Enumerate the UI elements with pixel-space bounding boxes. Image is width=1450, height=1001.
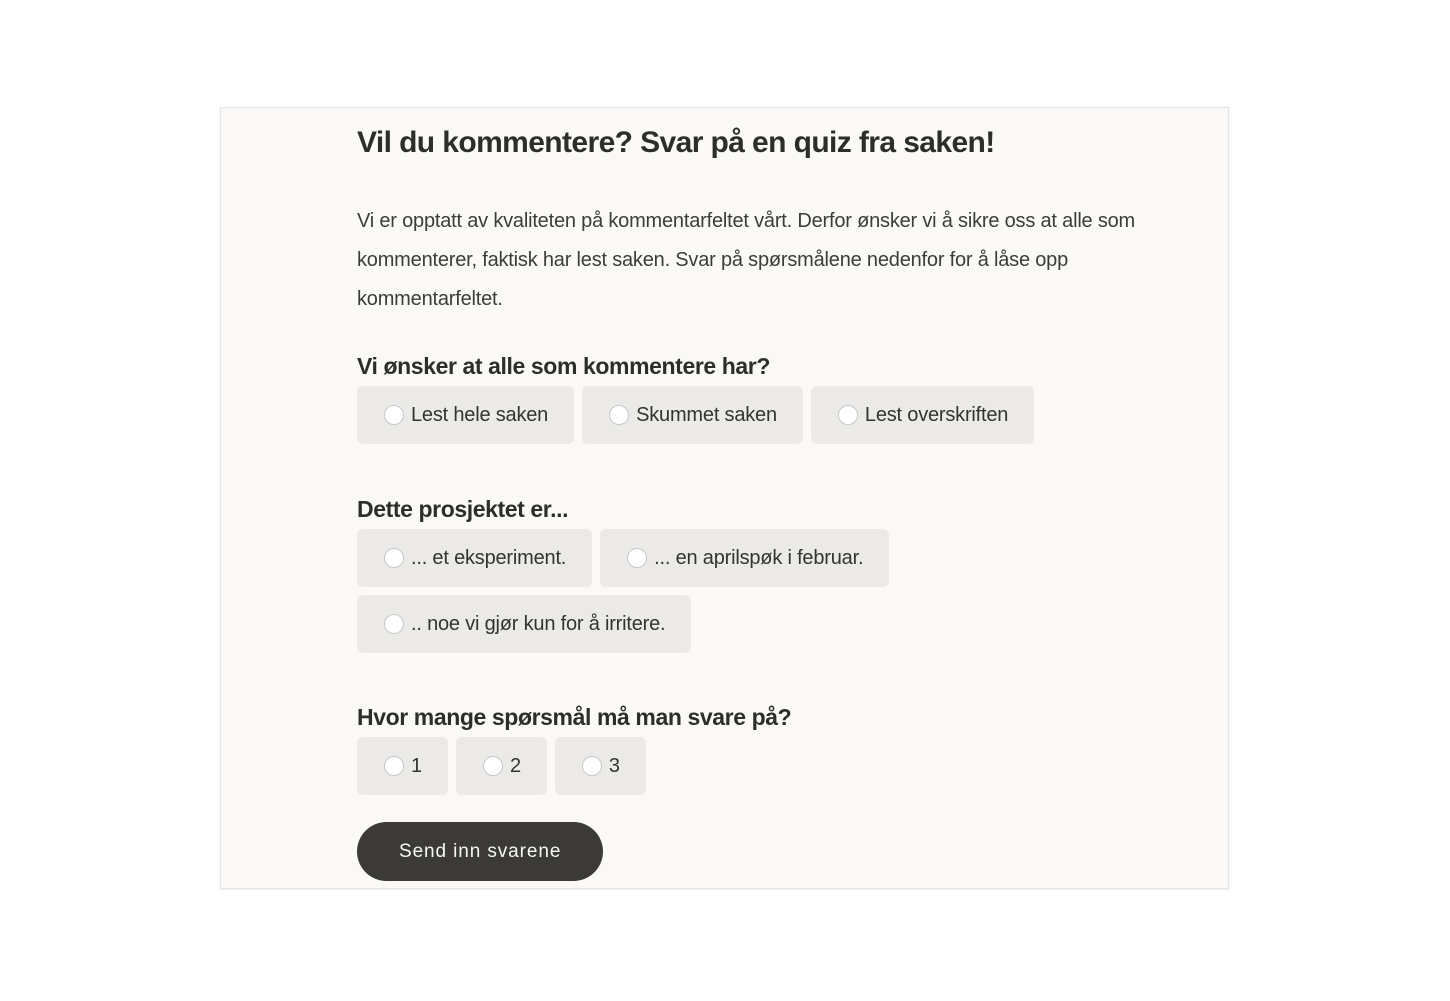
- radio-unselected-icon: [838, 405, 858, 425]
- option-label: 2: [509, 754, 521, 777]
- option-label: ... en aprilspøk i februar.: [654, 546, 864, 569]
- question-read-level-label: Vi ønsker at alle som kommentere har?: [357, 353, 771, 379]
- option-label: 1: [411, 754, 422, 777]
- question-how-many-label: Hvor mange spørsmål må man svare på?: [357, 704, 792, 730]
- option-2[interactable]: [456, 737, 547, 795]
- option-lest-hele-saken[interactable]: [357, 386, 574, 444]
- question-read-level-options: [357, 386, 1148, 444]
- question-project-is: [357, 495, 1148, 653]
- option-label: 3: [608, 754, 620, 777]
- radio-unselected-icon: [627, 548, 647, 568]
- option-lest-overskriften[interactable]: [811, 386, 1034, 444]
- question-project-is-options: [357, 529, 1148, 653]
- question-how-many: [357, 703, 1148, 795]
- option-skummet-saken[interactable]: [582, 386, 803, 444]
- radio-unselected-icon: [384, 756, 404, 776]
- radio-unselected-icon: [609, 405, 629, 425]
- radio-unselected-icon: [582, 756, 602, 776]
- quiz-card: [220, 107, 1229, 889]
- question-how-many-options: [357, 737, 1148, 795]
- radio-unselected-icon: [384, 614, 404, 634]
- option-label: Skummet saken: [636, 403, 777, 426]
- option-label: .. noe vi gjør kun for å irritere.: [411, 612, 666, 635]
- option-noe-vi-gjor-kun-for-a-irritere[interactable]: [357, 595, 691, 653]
- quiz-intro: Vi er opptatt av kvaliteten på kommentarfeltet vårt. Derfor ønsker vi å sikre oss at alle som kommenterer, faktisk har lest saken. Svar på spørsmålene nedenfor for å låse opp kommentarfeltet.: [357, 210, 1136, 310]
- question-project-is-label: Dette prosjektet er...: [357, 496, 569, 522]
- option-label: Lest hele saken: [411, 403, 549, 426]
- option-label: ... et eksperiment.: [411, 546, 567, 569]
- radio-unselected-icon: [384, 405, 404, 425]
- option-1[interactable]: [357, 737, 448, 795]
- radio-unselected-icon: [483, 756, 503, 776]
- option-label: Lest overskriften: [864, 403, 1009, 426]
- submit-answers-button[interactable]: Send inn svarene: [357, 822, 603, 881]
- quiz-title: Vil du kommentere? Svar på en quiz fra saken!: [357, 126, 995, 159]
- option-et-eksperiment[interactable]: [357, 529, 592, 587]
- option-en-aprilspok-i-februar[interactable]: [600, 529, 889, 587]
- radio-unselected-icon: [384, 548, 404, 568]
- question-read-level: [357, 352, 1148, 444]
- option-3[interactable]: [555, 737, 646, 795]
